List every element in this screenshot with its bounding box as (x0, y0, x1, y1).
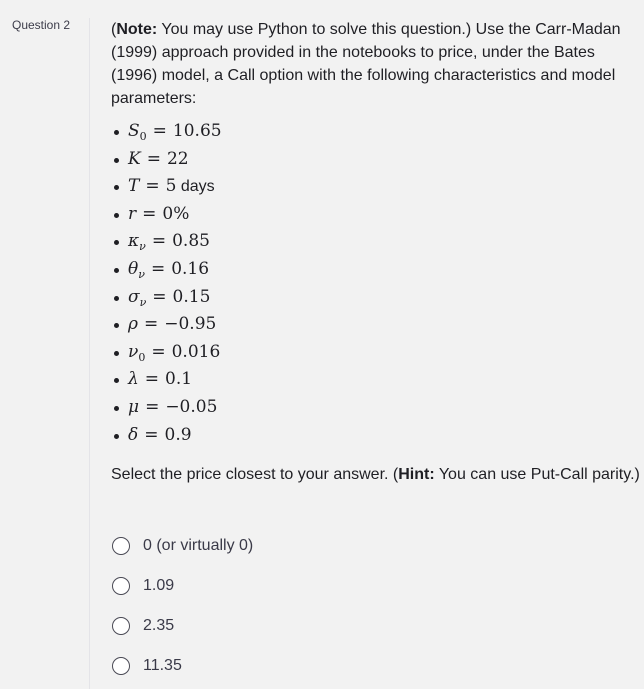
param-symbol: ρ (128, 314, 138, 335)
question-divider (89, 18, 90, 689)
param-subscript: 0 (138, 350, 146, 364)
param-symbol: κ (128, 231, 140, 252)
answer-option-1[interactable] (111, 566, 641, 606)
param-s0: $S_0 = 10.65$ (111, 118, 641, 146)
radio-button-icon[interactable] (112, 577, 130, 595)
param-value: 5 (165, 176, 177, 197)
param-value: 0.016 (171, 341, 221, 362)
answer-options (111, 526, 641, 686)
prompt-text: Select the price closest to your answer. ( (111, 466, 399, 484)
param-value: −0.95 (164, 314, 217, 335)
param-theta: $\theta_\nu = 0.16$ (111, 256, 641, 284)
radio-button-icon[interactable] (112, 657, 130, 675)
param-symbol: r (128, 203, 137, 224)
hint-label: Hint: (398, 466, 435, 484)
answer-option-0[interactable] (111, 526, 641, 566)
param-subscript: ν (139, 240, 146, 254)
param-value: −0.05 (165, 396, 218, 417)
note-label: Note: (116, 21, 158, 38)
param-symbol: δ (128, 424, 139, 445)
param-sigma: $\sigma_\nu = 0.15$ (111, 284, 641, 312)
param-lambda: λ = 0.1 (111, 366, 641, 394)
param-k: K = 22 (111, 146, 641, 174)
question-number-label: Question 2 (12, 18, 71, 32)
param-symbol: S (128, 121, 140, 141)
answer-option-2[interactable] (111, 606, 641, 646)
param-symbol: K (128, 148, 141, 169)
param-r: r = 0% (111, 201, 641, 229)
paren: ( (111, 21, 117, 38)
param-rho: ρ = −0.95 (111, 311, 641, 339)
radio-button-icon[interactable] (112, 617, 130, 635)
param-symbol: μ (128, 396, 140, 417)
param-mu: μ = −0.05 (111, 394, 641, 422)
param-nu0: $\nu_0 = 0.016$ (111, 339, 641, 367)
param-value: 22 (166, 148, 189, 169)
param-symbol: ν (128, 341, 139, 362)
param-value: 0.16 (171, 258, 210, 279)
param-symbol: θ (128, 258, 139, 279)
param-delta: δ = 0.9 (111, 422, 641, 450)
param-symbol: σ (128, 286, 140, 307)
param-subscript: ν (138, 267, 145, 281)
answer-option-3[interactable] (111, 646, 641, 686)
param-t: T = 5 days (111, 173, 641, 201)
option-label[interactable]: 0 (or virtually 0) (143, 537, 254, 555)
param-subscript: ν (139, 295, 147, 309)
question-content (111, 18, 641, 686)
note-text: You may use Python to solve this question.) Use the Carr-Madan (1999) approach provided in the notebooks to price, under the Bates (1996) model, a Call option with the following characteristics and model parameters: (111, 21, 621, 107)
radio-button-icon[interactable] (112, 537, 130, 555)
hint-text: You can use Put-Call parity.) (434, 466, 640, 484)
question-intro (111, 18, 641, 110)
param-symbol: λ (128, 369, 139, 390)
option-label[interactable]: 1.09 (143, 577, 175, 595)
param-value: 0.9 (164, 424, 192, 445)
param-value: 0.15 (172, 286, 211, 307)
option-label[interactable]: 11.35 (143, 657, 182, 675)
param-value: 0.85 (172, 231, 210, 252)
param-subscript: 0 (139, 130, 147, 143)
param-symbol: T (128, 176, 140, 197)
question-prompt (111, 466, 641, 484)
param-unit: days (176, 178, 215, 196)
param-value: 10.65 (172, 121, 222, 141)
option-label[interactable]: 2.35 (143, 617, 175, 635)
param-kappa: $\kappa_\nu = 0.85$ (111, 228, 641, 256)
param-value: 0% (162, 203, 190, 224)
param-value: 0.1 (165, 369, 193, 390)
parameter-list (111, 118, 641, 449)
